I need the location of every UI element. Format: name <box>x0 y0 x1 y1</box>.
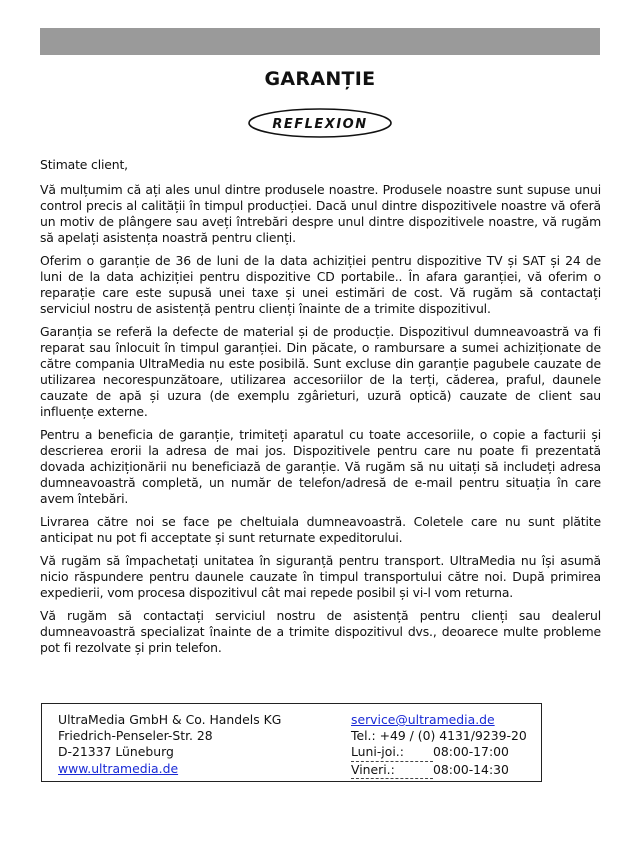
paragraph: Vă mulțumim că ați ales unul dintre produsele noastre. Produsele noastre sunt supuse unui control precis al calității în timpul producției. Dacă unul dintre dispozitivele noastre vă oferă un motiv de plângere sau aveți întrebări despre unul dintre dispozitivele noastre, vă rugăm să apelați asistența noastră pentru clienți. <box>40 182 601 245</box>
hours-time: 08:00-17:00 <box>433 744 509 760</box>
paragraph: Vă rugăm să împachetați unitatea în siguranță pentru transport. UltraMedia nu își asumă nicio răspundere pentru daunele cauzate în timpul transportului către noi. După primirea expedierii, vom procesa dispozitivul cât mai repede posibil și vi-l vom returna. <box>40 553 601 600</box>
phone-number: Tel.: +49 / (0) 4131/9239-20 <box>351 728 527 744</box>
street-address: Friedrich-Penseler-Str. 28 <box>58 728 213 744</box>
hours-time: 08:00-14:30 <box>433 761 509 777</box>
logo-text: REFLEXION <box>272 117 368 132</box>
paragraph: Oferim o garanție de 36 de luni de la data achiziției pentru dispozitive TV și SAT și 24 de luni de la data achiziției pentru dispozitive CD portabile.. În afara garanției, vă oferim o reparație care este supusă unei taxe și unei estimări de cost. Vă rugăm să contactați serviciul nostru de asistență pentru clienți înainte de a trimite dispozitivul. <box>40 253 601 316</box>
hours-day: Luni-joi.: <box>351 744 433 761</box>
company-name: UltraMedia GmbH & Co. Handels KG <box>58 712 282 727</box>
paragraph: Vă rugăm să contactați serviciul nostru de asistență pentru clienți sau dealerul dumneavoastră specializat înainte de a trimite dispozitivul dvs., deoarece multe probleme pot fi rezolvate și prin telefon. <box>40 608 601 655</box>
city-address: D-21337 Lüneburg <box>58 744 174 760</box>
contact-box <box>41 703 542 782</box>
paragraph: Livrarea către noi se face pe cheltuiala dumneavoastră. Coletele care nu sunt plătite anticipat nu pot fi acceptate și sunt returnate expeditorului. <box>40 514 601 545</box>
support-column <box>351 712 527 779</box>
page-title: GARANȚIE <box>264 68 376 90</box>
hours-row <box>351 744 527 761</box>
header-bar <box>40 28 600 55</box>
hours-day: Vineri.: <box>351 762 433 779</box>
email-link[interactable]: service@ultramedia.de <box>351 712 495 727</box>
salutation: Stimate client, <box>40 157 128 172</box>
warranty-text <box>40 157 601 663</box>
paragraph: Pentru a beneficia de garanție, trimiteți aparatul cu toate accesoriile, o copie a facturii și descrierea erorii la adresa de mai jos. Dispozitivele pentru care nu poate fi prezentată dovada achiziționării nu beneficiază de garanție. Vă rugăm să nu uitați să includeți adresa dumneavoastră completă, un număr de telefon/adresă de e-mail pentru situația în care avem întebări. <box>40 427 601 506</box>
hours-row <box>351 762 527 779</box>
website-link[interactable]: www.ultramedia.de <box>58 760 179 776</box>
paragraph: Garanția se referă la defecte de material și de producție. Dispozitivul dumneavoastră va fi reparat sau înlocuit în timpul garanției. Din păcate, o rambursare a sumei achiziționate de către compania UltraMedia nu este posibilă. Sunt excluse din garanție pagubele cauzate de utilizarea necorespunzătoare, utilizarea accesoriilor de la terți, căderea, praful, daunele cauzate de apă și uzura (de exemplu zgârieturi, uzură optică) cauzate de client sau influențe externe. <box>40 324 601 419</box>
address-column <box>58 712 281 777</box>
reflexion-logo <box>247 107 393 139</box>
